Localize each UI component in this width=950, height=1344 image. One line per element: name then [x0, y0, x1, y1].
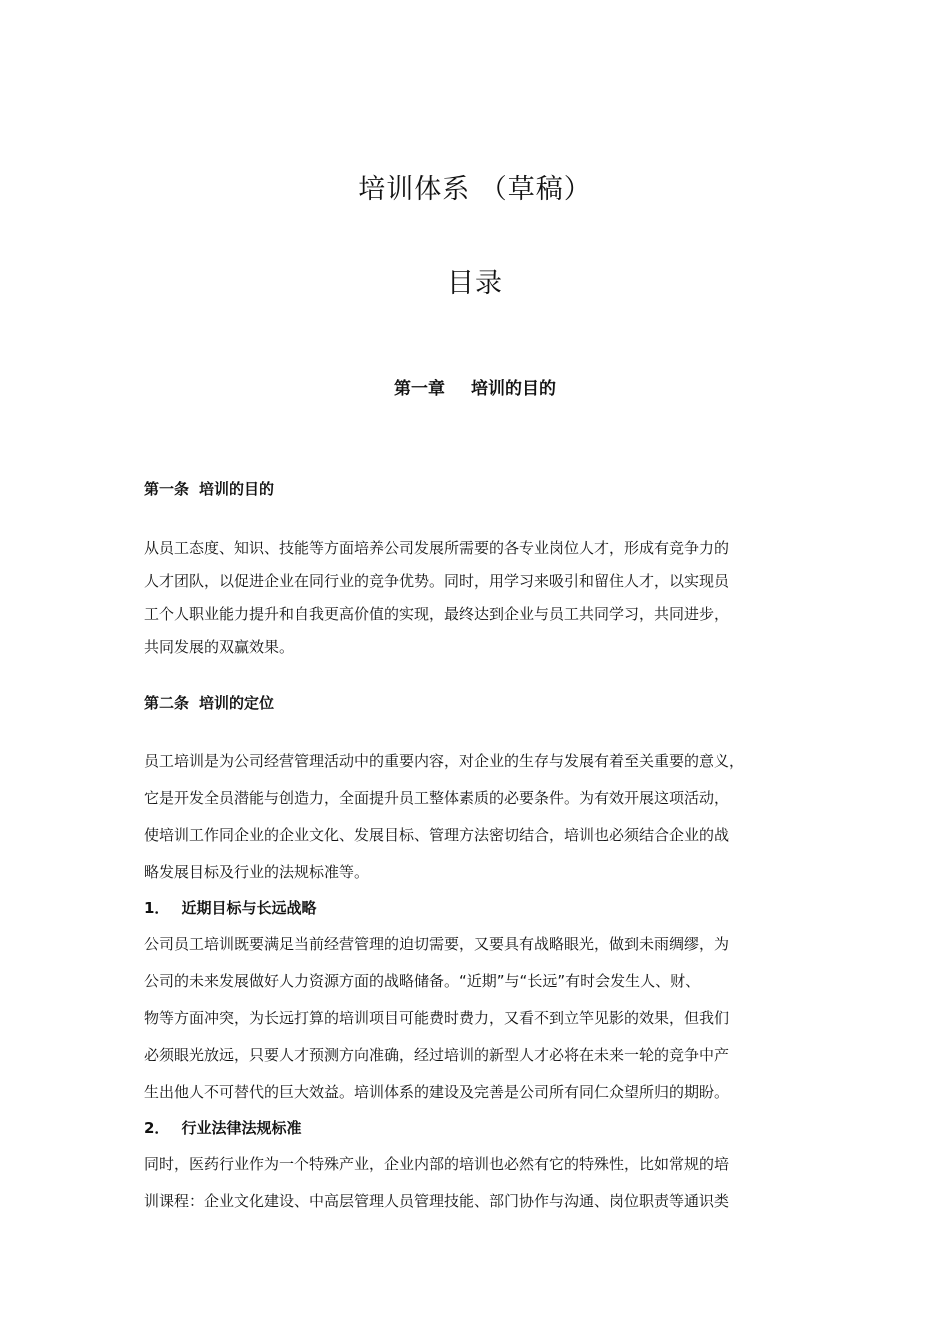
article-2-title: 培训的定位: [199, 694, 275, 712]
article-1-heading-block: [144, 474, 812, 504]
document-title: 培训体系 （草稿）: [358, 174, 592, 205]
paragraph-line: 生出他人不可替代的巨大效益。培训体系的建设及完善是公司所有同仁众望所归的期盼。: [144, 1083, 730, 1101]
paragraph-line: 共同发展的双赢效果。: [144, 638, 295, 656]
paragraph-line: 使培训工作同企业的企业文化、发展目标、管理方法密切结合，培训也必须结合企业的战: [144, 826, 730, 844]
section-2-number: 2．: [144, 1119, 170, 1137]
section-2-heading-block: [144, 1113, 812, 1143]
article-2-number: 第二条: [144, 694, 190, 712]
paragraph-line: 训课程：企业文化建设、中高层管理人员管理技能、部门协作与沟通、岗位职责等通识类: [144, 1192, 730, 1210]
paragraph-line: 公司的未来发展做好人力资源方面的战略储备。“近期”与“长远”有时会发生人、财、: [144, 972, 701, 990]
article-1-paragraph: [144, 532, 812, 664]
toc-title: 目录: [447, 268, 503, 299]
article-1-heading: [144, 474, 812, 504]
paragraph-line: 略发展目标及行业的法规标准等。: [144, 863, 370, 881]
section-1-heading: [144, 893, 812, 923]
paragraph-line: 同时，医药行业作为一个特殊产业，企业内部的培训也必然有它的特殊性，比如常规的培: [144, 1155, 730, 1173]
section-1-heading-block: [144, 893, 812, 923]
article-2-paragraph: [144, 743, 812, 891]
article-2-heading-block: [144, 688, 812, 718]
paragraph-line: 必须眼光放远，只要人才预测方向准确，经过培训的新型人才必将在未来一轮的竞争中产: [144, 1046, 730, 1064]
section-2-paragraph: [144, 1146, 812, 1220]
section-2-title: 行业法律法规标准: [181, 1119, 302, 1137]
paragraph-line: 它是开发全员潜能与创造力，全面提升员工整体素质的必要条件。为有效开展这项活动，: [144, 789, 730, 807]
article-1-title: 培训的目的: [199, 480, 275, 498]
paragraph-line: 物等方面冲突，为长远打算的培训项目可能费时费力，又看不到立竿见影的效果，但我们: [144, 1009, 730, 1027]
section-1-paragraph: [144, 926, 812, 1111]
paragraph-line: 员工培训是为公司经营管理活动中的重要内容，对企业的生存与发展有着至关重要的意义，: [144, 752, 745, 770]
paragraph-line: 工个人职业能力提升和自我更高价值的实现，最终达到企业与员工共同学习，共同进步，: [144, 605, 730, 623]
section-1-number: 1．: [144, 899, 170, 917]
chapter-heading: [0, 374, 950, 404]
paragraph-line: 公司员工培训既要满足当前经营管理的迫切需要，又要具有战略眼光，做到未雨绸缪，为: [144, 935, 730, 953]
chapter-number: 第一章: [394, 379, 445, 399]
article-1-number: 第一条: [144, 480, 190, 498]
article-2-heading: [144, 688, 812, 718]
paragraph-line: 人才团队，以促进企业在同行业的竞争优势。同时，用学习来吸引和留住人才，以实现员: [144, 572, 730, 590]
paragraph-line: 从员工态度、知识、技能等方面培养公司发展所需要的各专业岗位人才，形成有竞争力的: [144, 539, 730, 557]
section-1-title: 近期目标与长远战略: [181, 899, 317, 917]
section-2-heading: [144, 1113, 812, 1143]
chapter-title: 培训的目的: [471, 379, 556, 399]
